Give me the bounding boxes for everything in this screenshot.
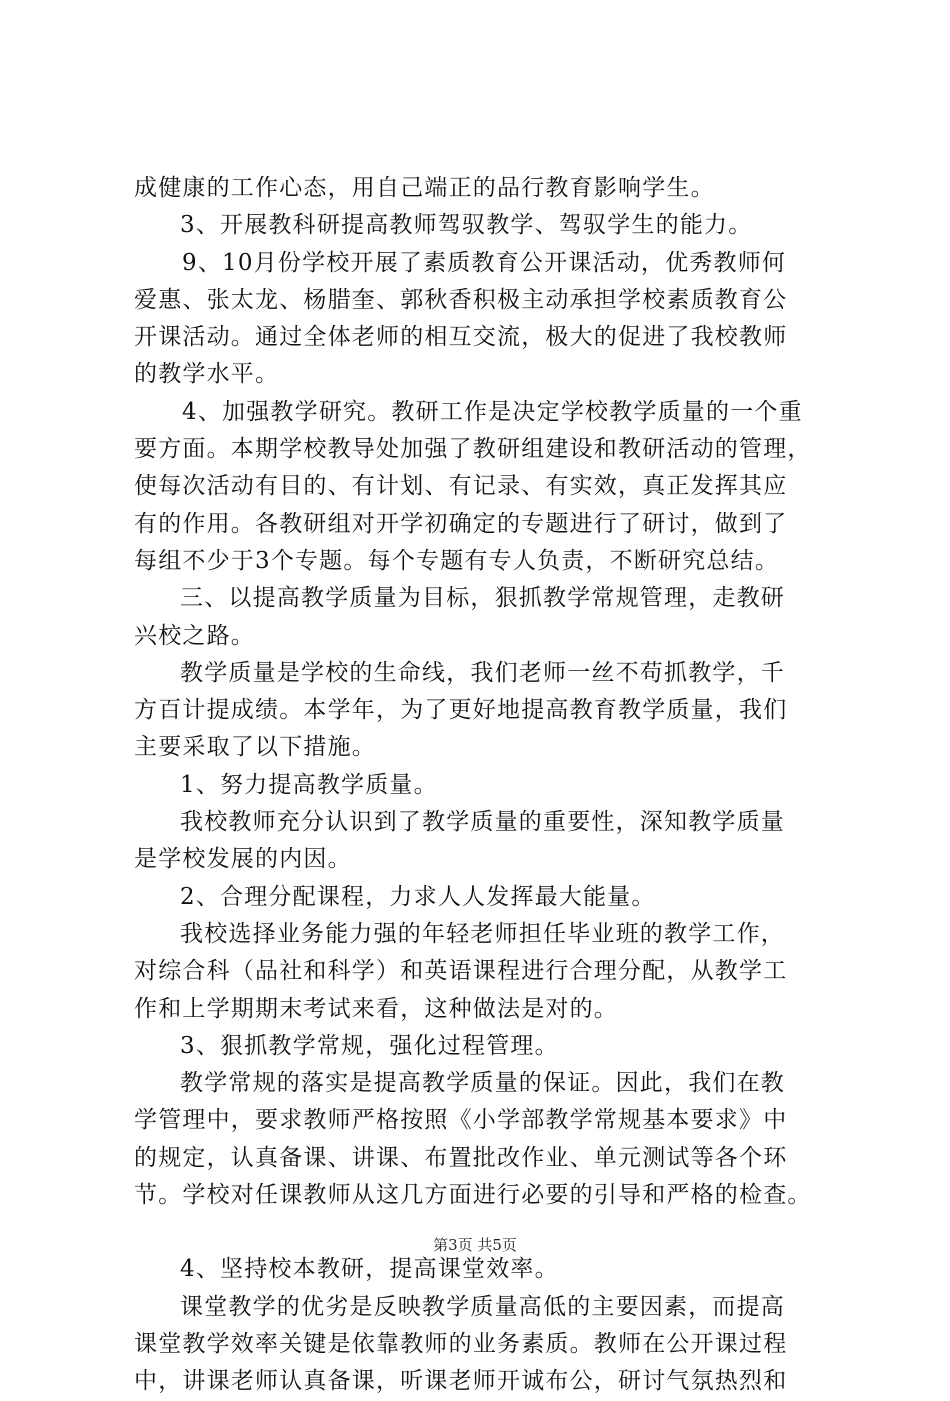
- text-line: 作和上学期期末考试来看，这种做法是对的。: [134, 995, 618, 1022]
- text-line: 4、加强教学研究。教研工作是决定学校教学质量的一个重: [182, 398, 803, 425]
- text-line: 有的作用。各教研组对开学初确定的专题进行了研讨，做到了: [134, 510, 788, 537]
- text-line: 我校选择业务能力强的年轻老师担任毕业班的教学工作，: [180, 920, 785, 947]
- text-line: 每组不少于3个专题。每个专题有专人负责，不断研究总结。: [134, 547, 780, 574]
- text-line: 学管理中，要求教师严格按照《小学部教学常规基本要求》中: [134, 1107, 788, 1134]
- subheading: 1、努力提高教学质量。: [180, 771, 438, 798]
- text-line: 3、开展教科研提高教师驾驭教学、驾驭学生的能力。: [180, 212, 753, 239]
- text-line: 中，讲课老师认真备课，听课老师开诚布公，研讨气氛热烈和: [134, 1368, 788, 1395]
- text-line: 教学质量是学校的生命线，我们老师一丝不苟抓教学，千: [180, 659, 785, 686]
- subheading: 2、合理分配课程，力求人人发挥最大能量。: [180, 883, 656, 910]
- text-line: 9、10月份学校开展了素质教育公开课活动，优秀教师何: [182, 249, 787, 276]
- text-line: 方百计提成绩。本学年，为了更好地提高教育教学质量，我们: [134, 697, 788, 724]
- text-line: 课堂教学效率关键是依靠教师的业务素质。教师在公开课过程: [134, 1330, 788, 1357]
- text-line: 兴校之路。: [134, 622, 255, 649]
- text-line: 使每次活动有目的、有计划、有记录、有实效，真正发挥其应: [134, 473, 788, 500]
- text-line: 节。学校对任课教师从这几方面进行必要的引导和严格的检查。: [134, 1182, 812, 1209]
- text-line: 是学校发展的内因。: [134, 846, 352, 873]
- text-line: 的教学水平。: [134, 361, 280, 388]
- text-line: 课堂教学的优劣是反映教学质量高低的主要因素，而提高: [180, 1293, 785, 1320]
- text-line: 主要采取了以下措施。: [134, 734, 376, 761]
- text-line: 的规定，认真备课、讲课、布置批改作业、单元测试等各个环: [134, 1144, 788, 1171]
- page-number-footer: 第3页 共5页: [433, 1236, 517, 1254]
- section-heading: 三、以提高教学质量为目标，狠抓教学常规管理，走教研: [180, 585, 785, 612]
- subheading: 4、坚持校本教研，提高课堂效率。: [180, 1256, 559, 1283]
- text-line: 开课活动。通过全体老师的相互交流，极大的促进了我校教师: [134, 324, 788, 351]
- text-line: 成健康的工作心态，用自己端正的品行教育影响学生。: [134, 175, 715, 201]
- document-body: [134, 170, 834, 1401]
- text-line: 教学常规的落实是提高教学质量的保证。因此，我们在教: [180, 1070, 785, 1097]
- subheading: 3、狠抓教学常规，强化过程管理。: [180, 1032, 559, 1059]
- text-line: 爱惠、张太龙、杨腊奎、郭秋香积极主动承担学校素质教育公: [134, 286, 788, 313]
- text-line: 要方面。本期学校教导处加强了教研组建设和教研活动的管理，: [134, 436, 812, 463]
- text-line: 对综合科（品社和科学）和英语课程进行合理分配，从教学工: [134, 958, 788, 985]
- text-line: 我校教师充分认识到了教学质量的重要性，深知教学质量: [180, 809, 785, 836]
